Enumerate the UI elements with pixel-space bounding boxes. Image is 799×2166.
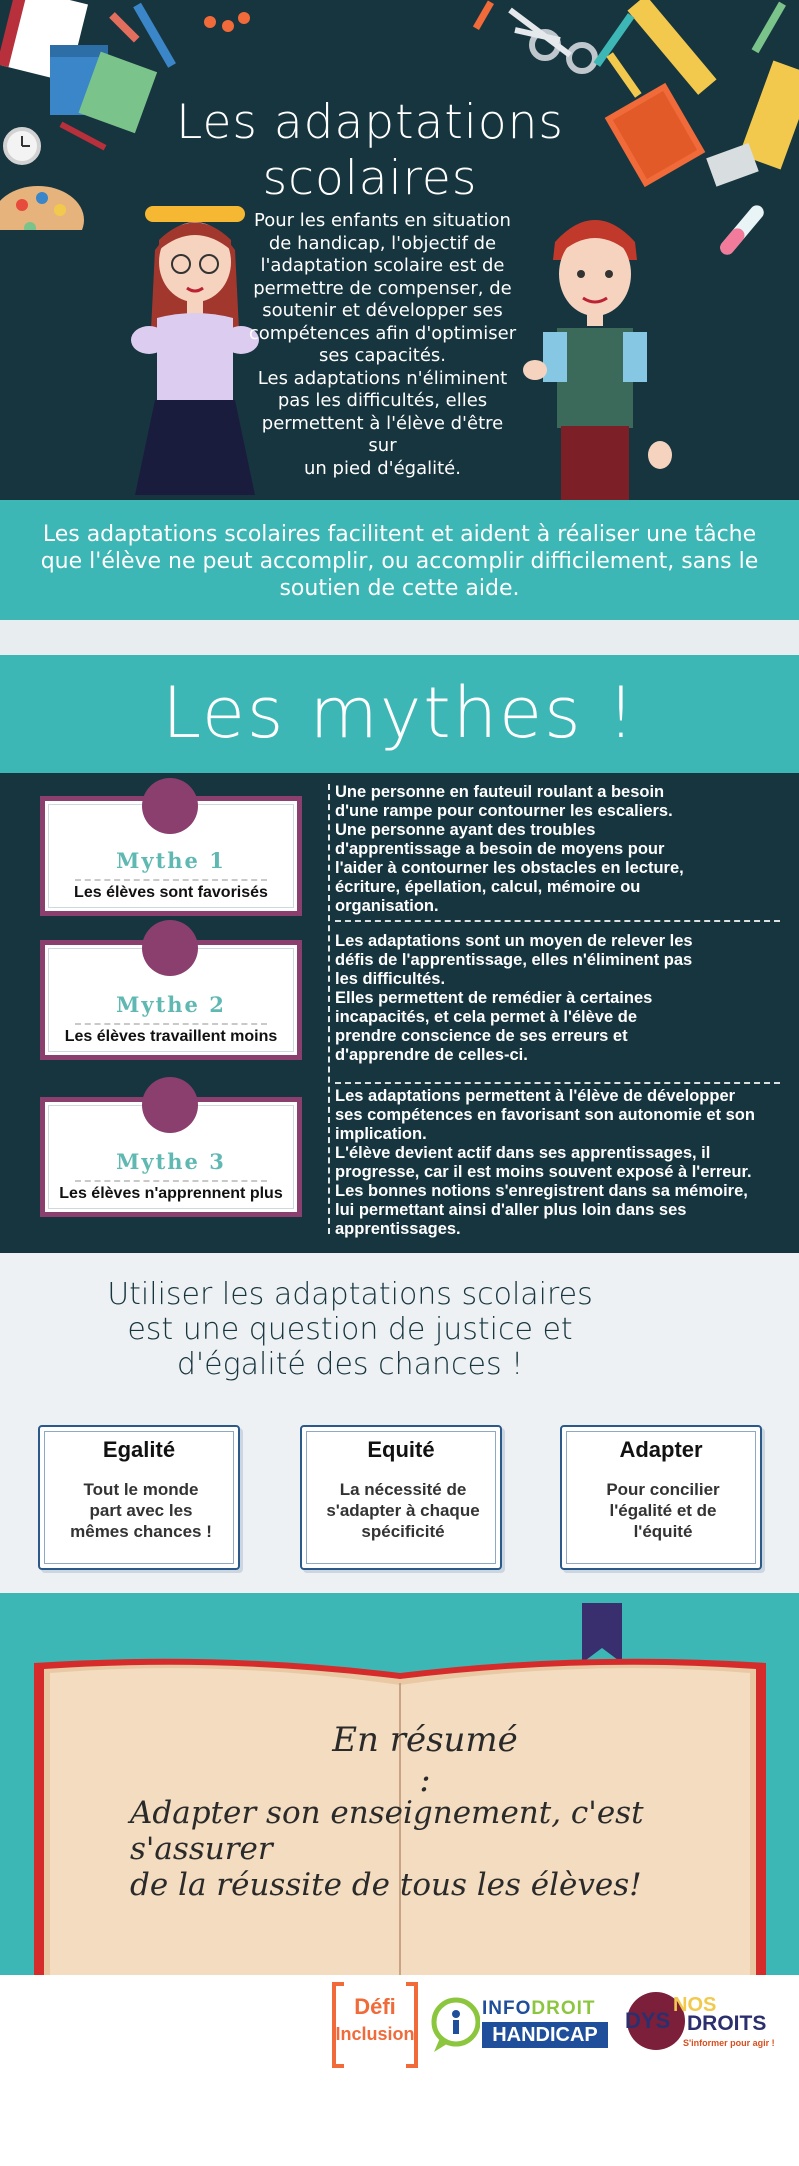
logo-word: NOS bbox=[673, 1994, 717, 2016]
intro-line: l'adaptation scolaire est de bbox=[260, 255, 505, 276]
defi-inclusion-logo bbox=[330, 1980, 420, 2070]
answer-line: L'élève devient actif dans ses apprentissages, il bbox=[335, 1144, 711, 1162]
answer-line: apprentissages. bbox=[335, 1220, 461, 1238]
answer-line: prendre conscience de ses erreurs et bbox=[335, 1027, 628, 1045]
bookmark-icon bbox=[582, 1603, 622, 1663]
logo-line: Défi bbox=[354, 1994, 396, 2019]
myth-answer-3 bbox=[335, 1087, 795, 1239]
myths-title: Les mythes ! bbox=[162, 672, 637, 754]
pencil-icon bbox=[473, 1, 494, 30]
logo-word: DROITS bbox=[687, 2012, 767, 2035]
answer-line: organisation. bbox=[335, 897, 439, 915]
clock-icon bbox=[5, 129, 39, 163]
answer-line: Elles permettent de remédier à certaines bbox=[335, 989, 653, 1007]
answer-line: d'apprendre de celles-ci. bbox=[335, 1046, 528, 1064]
logo-word: DYS bbox=[625, 2008, 671, 2033]
definition-line: Les adaptations scolaires facilitent et aident à réaliser une tâche bbox=[42, 522, 757, 547]
logo-line bbox=[482, 1998, 596, 2020]
intro-line: ses capacités. bbox=[318, 345, 447, 366]
definition-line: soutien de cette aide. bbox=[279, 576, 520, 601]
myth-statement: Les élèves sont favorisés bbox=[74, 884, 268, 901]
answer-line: défis de l'apprentissage, elles n'éliminent pas bbox=[335, 951, 693, 969]
answer-line: ses compétences en favorisant son autonomie et son bbox=[335, 1106, 755, 1124]
myth-statement: Les élèves n'apprennent plus bbox=[59, 1185, 283, 1202]
answer-line: l'aider à contourner les obstacles en lecture, bbox=[335, 859, 684, 877]
summary-line: Adapter son enseignement, c'est s'assurer bbox=[130, 1795, 644, 1867]
intro-line: permettent à l'élève d'être sur bbox=[261, 412, 504, 456]
card-body-line: spécificité bbox=[361, 1522, 445, 1541]
myth-name: Mythe 1 bbox=[116, 848, 226, 873]
card-title: Adapter bbox=[619, 1437, 703, 1462]
justice-title-line: d'égalité des chances ! bbox=[176, 1347, 524, 1382]
intro-line: Les adaptations n'éliminent bbox=[257, 367, 508, 389]
answer-line: d'apprentissage a besoin de moyens pour bbox=[335, 840, 665, 858]
myth-answer-divider bbox=[335, 920, 780, 922]
summary-line: de la réussite de tous les élèves! bbox=[130, 1867, 642, 1903]
card-egalite bbox=[38, 1425, 240, 1570]
section-gap bbox=[0, 620, 799, 655]
answer-line: implication. bbox=[335, 1125, 427, 1143]
myth-dash-divider bbox=[75, 1180, 267, 1182]
info-droit-handicap-logo bbox=[430, 1990, 610, 2060]
answer-line: Une personne ayant des troubles bbox=[335, 821, 596, 839]
answer-line: écriture, épellation, calcul, mémoire ou bbox=[335, 878, 641, 896]
intro-line: compétences afin d'optimiser bbox=[248, 322, 517, 344]
pushpin-icon bbox=[200, 0, 260, 40]
answer-line: d'une rampe pour contourner les escaliers. bbox=[335, 802, 673, 820]
justice-title-line: Utiliser les adaptations scolaires bbox=[107, 1277, 593, 1312]
header-section bbox=[0, 0, 799, 500]
logo-line: HANDICAP bbox=[482, 2022, 608, 2048]
summary-heading: En résumé : bbox=[332, 1720, 518, 1800]
pencil-icon bbox=[752, 2, 786, 54]
book-icon bbox=[605, 83, 706, 187]
pencil-icon bbox=[109, 12, 139, 42]
myth-answer-1 bbox=[335, 783, 795, 916]
boy-character-icon bbox=[505, 200, 685, 500]
card-body-line: l'équité bbox=[633, 1522, 693, 1541]
myth-name: Mythe 3 bbox=[116, 1149, 226, 1174]
page-title bbox=[150, 95, 590, 207]
pencil-icon bbox=[133, 3, 176, 68]
test-tube-icon bbox=[717, 203, 766, 258]
logo-tagline: S'informer pour agir ! bbox=[683, 2038, 775, 2048]
answer-line: les difficultés. bbox=[335, 970, 446, 988]
definition-line: que l'élève ne peut accomplir, ou accomplir difficilement, sans le bbox=[40, 549, 759, 574]
paint-brush-icon bbox=[706, 143, 759, 187]
card-body-line: part avec les bbox=[89, 1501, 193, 1520]
intro-line: pas les difficultés, elles bbox=[277, 390, 488, 411]
logo-word: INFO bbox=[482, 1998, 532, 2019]
myth-answer-2 bbox=[335, 932, 795, 1065]
logo-line: Inclusion bbox=[335, 2024, 415, 2044]
scissors-icon bbox=[510, 10, 595, 71]
intro-line: un pied d'égalité. bbox=[304, 457, 461, 479]
myth-statement: Les élèves travaillent moins bbox=[64, 1028, 278, 1045]
page-title-line: Les adaptations bbox=[176, 95, 564, 150]
card-body-line: l'égalité et de bbox=[609, 1501, 717, 1520]
card-title: Equité bbox=[367, 1437, 435, 1462]
logo-word: DROIT bbox=[531, 1998, 596, 2019]
card-body bbox=[574, 1479, 752, 1542]
intro-line: soutenir et développer ses bbox=[262, 300, 503, 321]
pencil-icon bbox=[606, 52, 641, 98]
summary-text bbox=[130, 1795, 710, 1903]
card-body-line: mêmes chances ! bbox=[70, 1522, 212, 1541]
ruler-icon bbox=[627, 0, 716, 95]
answer-line: progresse, car il est moins souvent exposé à l'erreur. bbox=[335, 1163, 752, 1181]
definition-band bbox=[0, 500, 799, 620]
answer-line: Les bonnes notions s'enregistrent dans sa mémoire, bbox=[335, 1182, 748, 1200]
myth-name: Mythe 2 bbox=[116, 992, 226, 1017]
card-body-line: Pour concilier bbox=[606, 1480, 720, 1499]
dys-nos-droits-logo bbox=[625, 1990, 795, 2060]
myth-circle-badge bbox=[142, 778, 198, 834]
answer-line: incapacités, et cela permet à l'élève de bbox=[335, 1008, 638, 1026]
myth-answer-divider bbox=[335, 1082, 780, 1084]
intro-line: permettre de compenser, de bbox=[253, 277, 512, 299]
intro-line: de handicap, l'objectif de bbox=[268, 232, 497, 254]
card-body-line: s'adapter à chaque bbox=[326, 1501, 480, 1520]
card-equite bbox=[300, 1425, 502, 1570]
myth-circle-badge bbox=[142, 1077, 198, 1133]
card-body-line: La nécessité de bbox=[339, 1480, 467, 1499]
justice-title bbox=[80, 1277, 620, 1382]
myth-dash-divider bbox=[75, 879, 267, 881]
myth-dash-divider bbox=[75, 1023, 267, 1025]
card-body-line: Tout le monde bbox=[83, 1480, 199, 1499]
card-adapter bbox=[560, 1425, 762, 1570]
answer-line: Les adaptations sont un moyen de relever les bbox=[335, 932, 693, 950]
paint-palette-icon bbox=[0, 186, 84, 230]
card-title: Egalité bbox=[102, 1437, 176, 1462]
paint-brush-icon bbox=[60, 122, 107, 151]
card-body bbox=[52, 1479, 230, 1542]
intro-line: Pour les enfants en situation bbox=[254, 210, 511, 231]
speech-bubble-icon bbox=[430, 1994, 480, 2054]
myth-circle-badge bbox=[142, 920, 198, 976]
intro-text bbox=[245, 210, 520, 480]
card-body bbox=[314, 1479, 492, 1542]
page-title-line: scolaires bbox=[262, 151, 478, 206]
answer-line: Les adaptations permettent à l'élève de développer bbox=[335, 1087, 736, 1105]
answer-line: lui permettant ainsi d'aller plus loin dans ses bbox=[335, 1201, 687, 1219]
answer-line: Une personne en fauteuil roulant a besoin bbox=[335, 783, 665, 801]
myths-vertical-divider bbox=[328, 784, 330, 1234]
justice-title-line: est une question de justice et bbox=[127, 1312, 573, 1347]
